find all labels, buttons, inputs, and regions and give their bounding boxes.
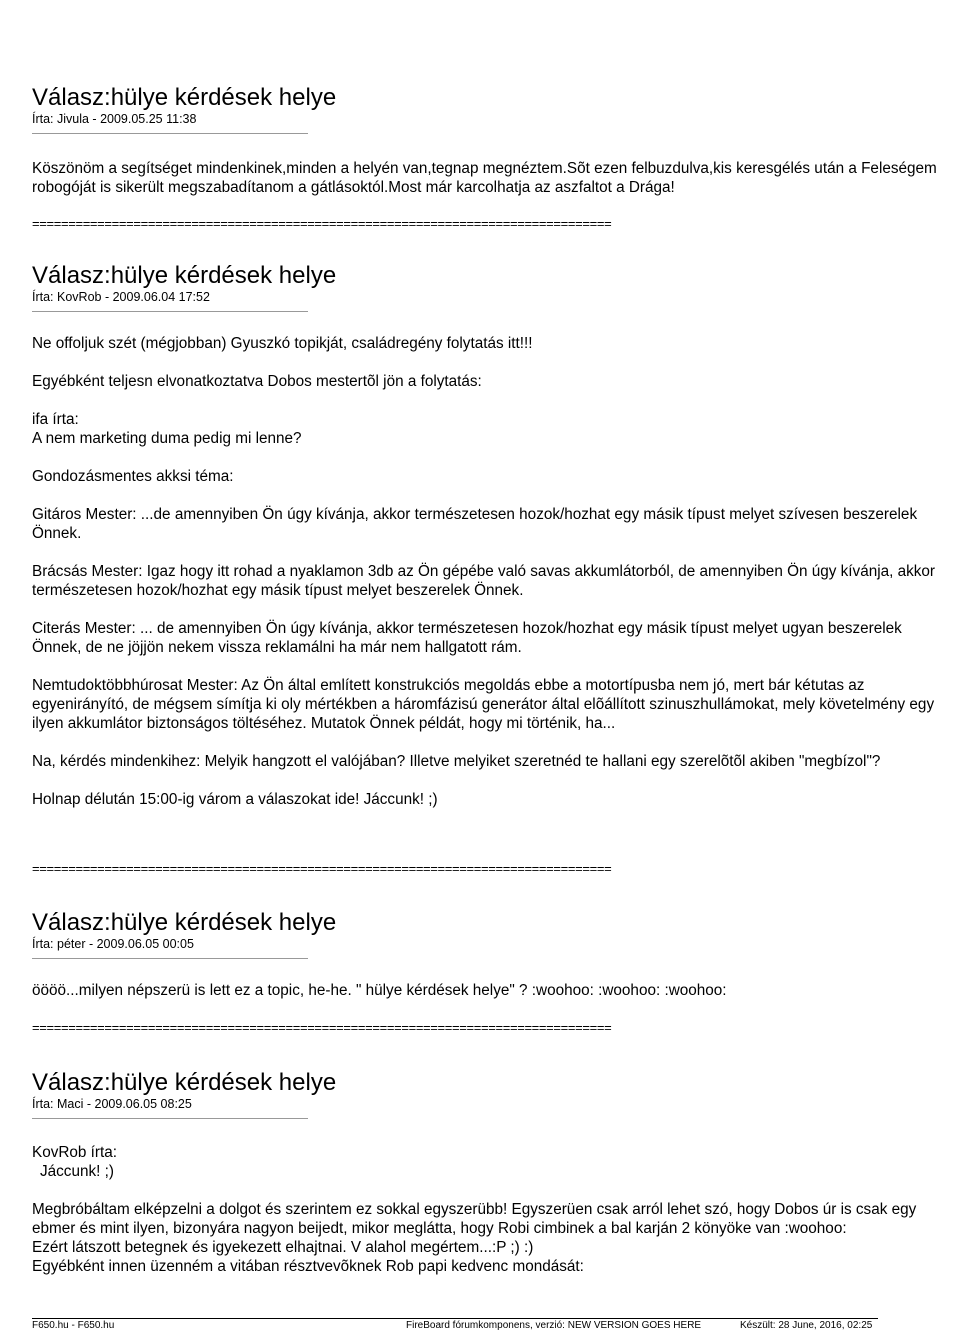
paragraph: Köszönöm a segítséget mindenkinek,minden a helyén van,tegnap megnéztem.Sõt ezen felbuzdulva,kis keresgélés után a Feleségem robogóját is sikerült megszabadítanom a gátlásoktól.Most már karcolhatja az aszfaltot a Drága! [32, 160, 937, 196]
paragraph: Brácsás Mester: Igaz hogy itt rohad a nyaklamon 3db az Ön gépébe való savas akkumlátorból, de amennyiben Ön úgy kívánja, akkor természetesen hozok/hozhat egy másik típust melyet beszerelek Önnek. [32, 563, 936, 599]
paragraph: Egyébként teljesn elvonatkoztatva Dobos mestertõl jön a folytatás: [32, 373, 482, 390]
paragraph: Megbróbáltam elképzelni a dolgot és szerintem ez sokkal egyszerübb! Egyszerüen csak arról lehet szó, hogy Dobos úr is csak egy ebmer és mint ilyen, bizonyára nagyon beijedt, mikor meglátta, hogy Robi cimbinek a bal karján 2 könyöke van :woohoo: [32, 1201, 917, 1237]
post-separator: ================================================================================ [32, 862, 612, 876]
post-title: Válasz:hülye kérdések helye [32, 262, 337, 289]
post-meta: Írta: Jivula - 2009.05.25 11:38 [32, 112, 197, 126]
post-4 [32, 1069, 947, 1276]
paragraph: Gondozásmentes akksi téma: [32, 468, 234, 485]
post-3 [32, 909, 947, 1000]
post-2 [32, 262, 947, 809]
divider [32, 311, 308, 312]
paragraph: Na, kérdés mindenkihez: Melyik hangzott el valójában? Illetve melyiket szeretnéd te hallani egy szerelõtõl akiben "megbízol"? [32, 753, 881, 770]
paragraph: Citerás Mester: ... de amennyiben Ön úgy kívánja, akkor természetesen hozok/hozhat egy másik típust melyet ugyan beszerelek Önnek, de ne jöjjön nekem vissza reklamálni ha már nem hallgatott rám. [32, 620, 902, 656]
footer-generated: Készült: 28 June, 2016, 02:25 [740, 1320, 873, 1331]
paragraph: öööö...milyen népszerü is lett ez a topic, he-he. " hülye kérdések helye" ? :woohoo: :woohoo: :woohoo: [32, 982, 727, 999]
paragraph: Egyébként innen üzenném a vitában résztvevõknek Rob papi kedvenc mondását: [32, 1258, 584, 1275]
post-title: Válasz:hülye kérdések helye [32, 909, 337, 936]
quote-text: A nem marketing duma pedig mi lenne? [32, 430, 302, 447]
post-title: Válasz:hülye kérdések helye [32, 84, 337, 111]
page-footer [32, 1318, 878, 1331]
post-body [32, 1143, 947, 1276]
post-separator: ================================================================================ [32, 217, 612, 231]
post-meta: Írta: Maci - 2009.06.05 08:25 [32, 1097, 192, 1111]
footer-component: FireBoard fórumkomponens, verzió: NEW VERSION GOES HERE [406, 1320, 702, 1331]
divider [32, 958, 308, 959]
post-body [32, 334, 947, 809]
post-separator: ================================================================================ [32, 1021, 612, 1035]
quote-author: ifa írta: [32, 411, 79, 428]
divider [32, 1118, 308, 1119]
paragraph: Ne offoljuk szét (mégjobban) Gyuszkó topikját, családregény folytatás itt!!! [32, 335, 533, 352]
divider [32, 133, 308, 134]
post-meta: Írta: péter - 2009.06.05 00:05 [32, 937, 194, 951]
quote-text: Jáccunk! ;) [40, 1163, 114, 1180]
paragraph: Ezért látszott betegnek és igyekezett elhajtnai. V alahol megértem...:P ;) :) [32, 1239, 534, 1256]
post-title: Válasz:hülye kérdések helye [32, 1069, 337, 1096]
footer-site: F650.hu - F650.hu [32, 1320, 115, 1331]
paragraph: Gitáros Mester: ...de amennyiben Ön úgy kívánja, akkor természetesen hozok/hozhat egy másik típust melyet szívesen beszerelek Önnek. [32, 506, 918, 542]
post-meta: Írta: KovRob - 2009.06.04 17:52 [32, 290, 210, 304]
post-body [32, 159, 947, 197]
post-body [32, 981, 947, 1000]
quote-author: KovRob írta: [32, 1144, 118, 1161]
post-1 [32, 84, 947, 197]
paragraph: Nemtudoktöbbhúrosat Mester: Az Ön által említett konstrukciós megoldás ebbe a motortípusba nem jó, mert bár kétutas az egyenirányító, de mégsem símítja ki oly mértékben a háromfázisú generátor által elõállított szinuszhullámokat, mely követelmény egy ilyen akkumlátor biztonságos töltéséhez. Mutatok Önnek példát, hogy mi történik, ha... [32, 677, 935, 732]
paragraph: Holnap délután 15:00-ig várom a válaszokat ide! Jáccunk! ;) [32, 791, 438, 808]
